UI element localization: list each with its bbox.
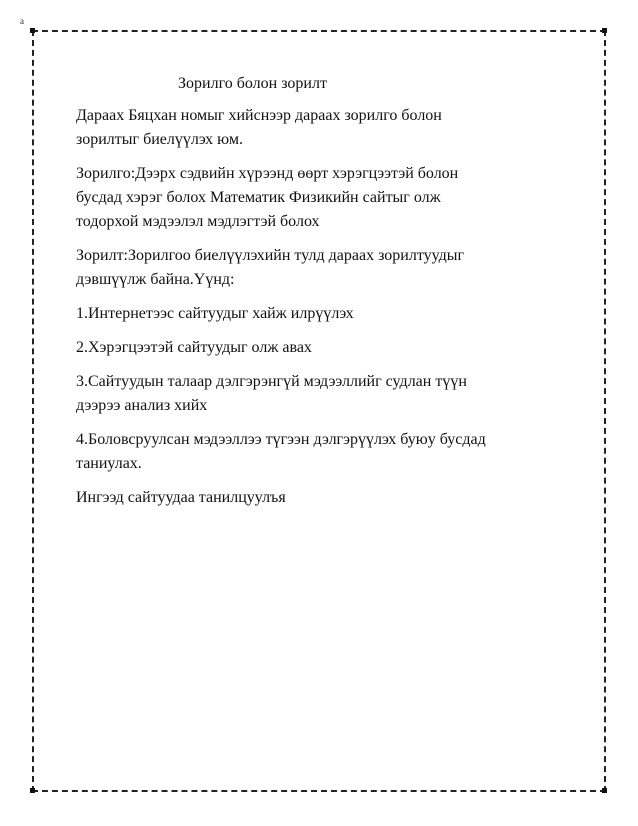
- corner-marker-top-left: [30, 28, 35, 33]
- corner-text-mark: a: [20, 16, 24, 26]
- paragraph-intro: Дараах Бяцхан номыг хийснээр дараах зорилго болон зорилтыг биелүүлэх юм.: [76, 107, 442, 148]
- corner-marker-bottom-left: [30, 788, 35, 793]
- list-item: 1.Интернетээс сайтуудыг хайж илрүүлэх: [76, 305, 354, 322]
- document-body: [76, 72, 576, 520]
- corner-marker-top-right: [602, 28, 607, 33]
- paragraph-goal: Зорилго:Дээрх сэдвийн хүрээнд өөрт хэрэгцээтэй болон бусдад хэрэг болох Математик Физикийн сайтыг олж тодорхой мэдээлэл мэдлэгтэй болох: [76, 165, 459, 230]
- corner-marker-bottom-right: [602, 788, 607, 793]
- page-title: Зорилго болон зорилт: [178, 75, 327, 92]
- paragraph-objectives: Зорилт:Зорилгоо биелүүлэхийн тулд дараах зорилтуудыг дэвшүүлж байна.Үүнд:: [76, 247, 465, 288]
- paragraph-closing: Ингээд сайтуудаа танилцуулъя: [76, 489, 286, 506]
- list-item: 2.Хэрэгцээтэй сайтуудыг олж авах: [76, 339, 312, 356]
- list-item: 4.Боловсруулсан мэдээллээ түгээн дэлгэрүүлэх буюу бусдад таниулах.: [76, 431, 486, 472]
- list-item: 3.Сайтуудын талаар дэлгэрэнгүй мэдээллийг судлан түүн дээрээ анализ хийх: [76, 373, 467, 414]
